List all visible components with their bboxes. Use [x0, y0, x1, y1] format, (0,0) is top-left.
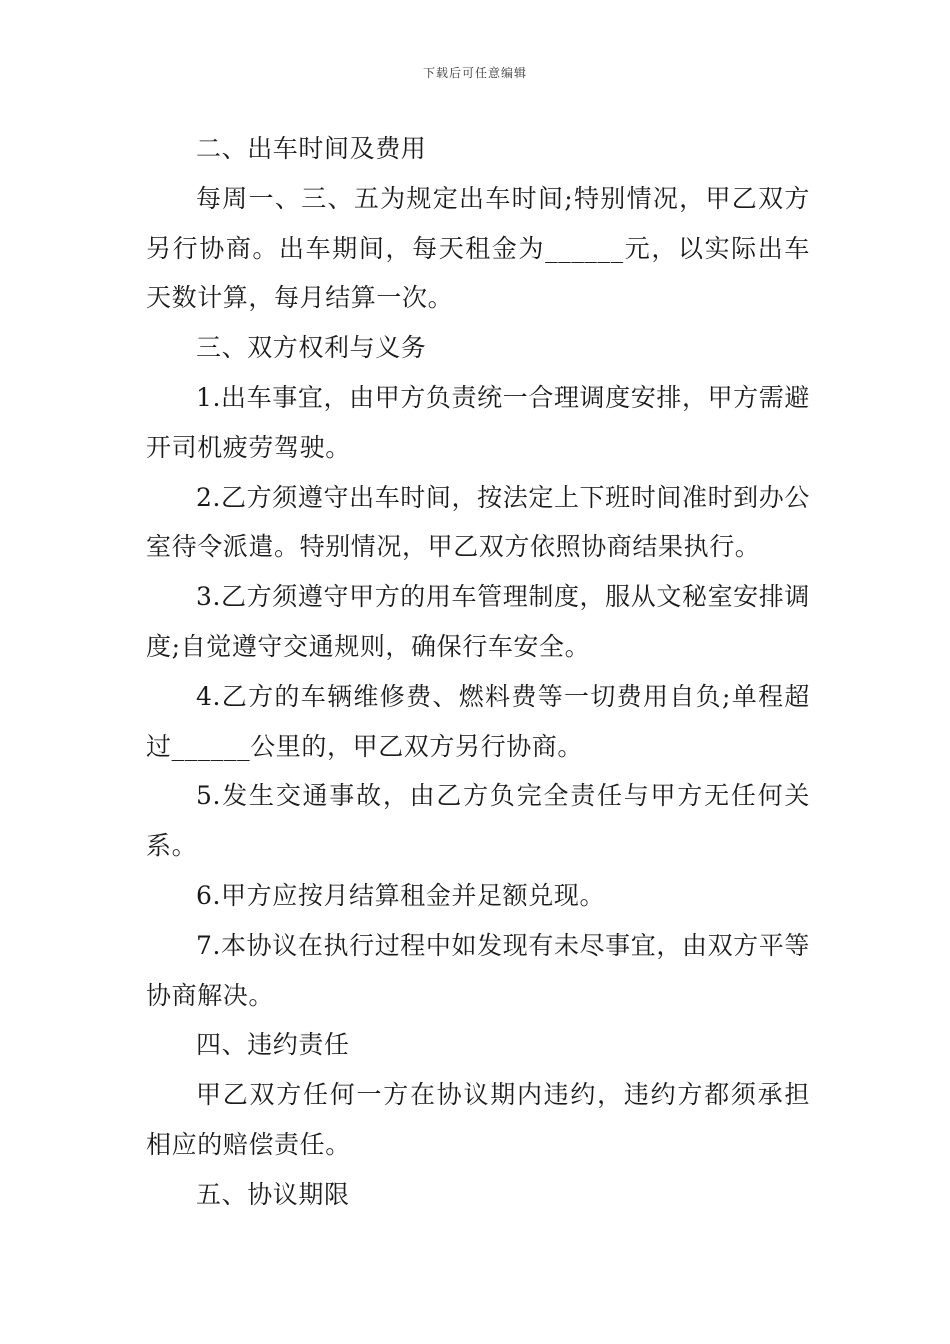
section-4-heading: 四、违约责任	[196, 1030, 350, 1060]
clause-5: 5.发生交通事故，由乙方负完全责任与甲方无任何关系。	[146, 781, 810, 861]
page-header-note: 下载后可任意编辑	[422, 66, 527, 80]
clause-3: 3.乙方须遵守甲方的用车管理制度，服从文秘室安排调度;自觉遵守交通规则，确保行车安全。	[146, 582, 810, 661]
section-2-heading: 二、出车时间及费用	[196, 134, 427, 163]
section-5-heading: 五、协议期限	[196, 1179, 350, 1209]
clause-7: 7.本协议在执行过程中如发现有未尽事宜，由双方平等协商解决。	[146, 930, 810, 1010]
section-4-paragraph: 甲乙双方任何一方在协议期内违约，违约方都须承担相应的赔偿责任。	[146, 1080, 810, 1159]
document-body	[146, 124, 810, 1220]
clause-4: 4.乙方的车辆维修费、燃料费等一切费用自负;单程超过______公里的，甲乙双方另行协商。	[146, 681, 810, 761]
section-3-heading: 三、双方权利与义务	[196, 333, 427, 363]
clause-2: 2.乙方须遵守出车时间，按法定上下班时间准时到办公室待令派遣。特别情况，甲乙双方依照协商结果执行。	[146, 482, 810, 562]
clause-1: 1.出车事宜，由甲方负责统一合理调度安排，甲方需避开司机疲劳驾驶。	[146, 382, 810, 462]
section-2-paragraph: 每周一、三、五为规定出车时间;特别情况，甲乙双方另行协商。出车期间，每天租金为______元，以实际出车天数计算，每月结算一次。	[146, 183, 810, 313]
clause-6: 6.甲方应按月结算租金并足额兑现。	[196, 880, 606, 910]
